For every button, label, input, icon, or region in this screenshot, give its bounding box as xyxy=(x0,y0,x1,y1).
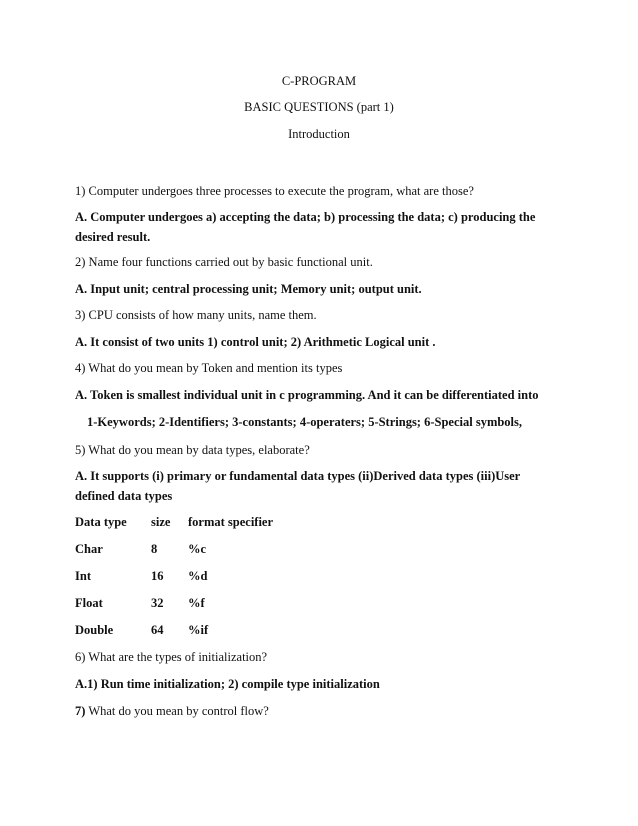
answer-2: A. Input unit; central processing unit; Memory unit; output unit. xyxy=(75,282,422,296)
answer-1: A. Computer undergoes a) accepting the data; b) processing the data; c) producing the desired result. xyxy=(75,210,536,244)
table-cell: 8 xyxy=(151,542,158,556)
question-7-number: 7) xyxy=(75,704,86,718)
question-6: 6) What are the types of initialization? xyxy=(75,650,268,664)
page-subtitle: BASIC QUESTIONS (part 1) xyxy=(244,100,394,114)
question-4: 4) What do you mean by Token and mention its types xyxy=(75,361,343,375)
question-7 xyxy=(75,701,545,721)
page-title: C-PROGRAM xyxy=(281,74,357,88)
answer-5: A. It supports (i) primary or fundamental data types (ii)Derived data types (iii)User defined data types xyxy=(75,469,521,503)
table-cell: 64 xyxy=(151,623,164,637)
answer-6: A.1) Run time initialization; 2) compile type initialization xyxy=(75,677,380,691)
table-cell: Char xyxy=(75,542,103,556)
table-cell: Float xyxy=(75,596,103,610)
table-cell: %c xyxy=(188,542,207,556)
question-1: 1) Computer undergoes three processes to execute the program, what are those? xyxy=(75,184,474,198)
table-cell: %d xyxy=(188,569,208,583)
table-header-format: format specifier xyxy=(188,515,274,529)
table-cell: Double xyxy=(75,623,114,637)
table-cell: %f xyxy=(188,596,205,610)
question-5: 5) What do you mean by data types, elaborate? xyxy=(75,443,310,457)
table-cell: %if xyxy=(188,623,209,637)
question-3: 3) CPU consists of how many units, name them. xyxy=(75,308,317,322)
table-header-type: Data type xyxy=(75,515,127,529)
table-header-size: size xyxy=(151,515,171,529)
answer-3: A. It consist of two units 1) control unit; 2) Arithmetic Logical unit . xyxy=(75,335,436,349)
question-2: 2) Name four functions carried out by basic functional unit. xyxy=(75,255,373,269)
table-cell: 32 xyxy=(151,596,164,610)
answer-4-list: 1-Keywords; 2-Identifiers; 3-constants; 4-operaters; 5-Strings; 6-Special symbols, xyxy=(87,415,523,429)
answer-4: A. Token is smallest individual unit in c programming. And it can be differentiated into xyxy=(75,388,539,402)
question-7-text: What do you mean by control flow? xyxy=(85,704,269,718)
section-heading: Introduction xyxy=(288,127,350,141)
table-cell: 16 xyxy=(151,569,164,583)
table-cell: Int xyxy=(75,569,91,583)
